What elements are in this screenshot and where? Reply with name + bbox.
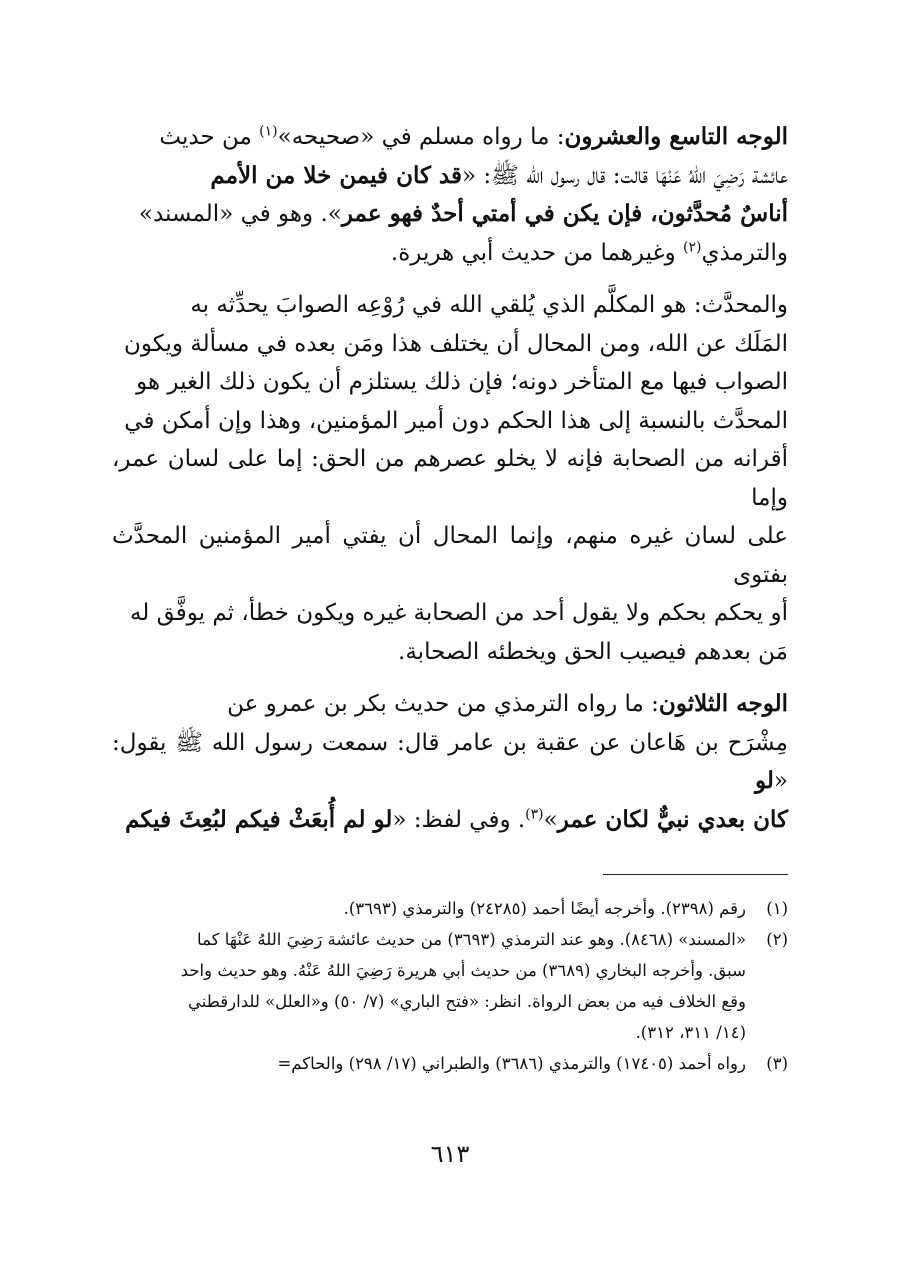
hadith-quote: لو [755, 767, 774, 794]
footnote-separator [603, 874, 788, 875]
hadith-quote: قد كان فيمن خلا من الأمم [210, 161, 462, 189]
text-line: أو يحكم بحكم ولا يقول أحد من الصحابة غيره ويكون خطأ، ثم يوفَّق له [129, 600, 788, 626]
footnote-text [112, 893, 746, 924]
text-line: عائشة رَضِيَ اللهُ عَنْهَا قالت: قال رسول الله ﷺ: «قد كان فيمن خلا من الأمم [210, 161, 788, 189]
page-number: ٦١٣ [430, 1140, 470, 1168]
footnote-ref-3[interactable]: (٣) [525, 805, 544, 822]
paragraph-29 [112, 118, 788, 272]
footnote-3 [112, 1048, 788, 1079]
footnote-line: سبق. وأخرجه البخاري (٣٦٨٩) من حديث أبي هريرة رَضِيَ اللهُ عَنْهُ. وهو حديث واحد [180, 961, 746, 980]
page-content [112, 118, 788, 1073]
footnotes [112, 893, 788, 1079]
footnote-2 [112, 924, 788, 1048]
footnote-line: رواه أحمد (١٧٤٠٥) والترمذي (٣٦٨٦) والطبراني (١٧/ ٢٩٨) والحاكم= [277, 1054, 746, 1073]
footnote-line: رقم (٢٣٩٨). وأخرجه أيضًا أحمد (٢٤٢٨٥) والترمذي (٣٦٩٣). [343, 899, 746, 918]
paragraph-muhaddath [112, 286, 788, 671]
text-line: الوجه الثلاثون: ما رواه الترمذي من حديث بكر بن عمرو عن [227, 690, 788, 717]
hadith-quote: لو لم أُبعَثْ فيكم لبُعِثَ فيكم [125, 805, 393, 833]
footnote-text [112, 1048, 746, 1079]
text-line: المَلَك عن الله، ومن المحال أن يختلف هذا ومَن بعده في مسألة ويكون [124, 330, 788, 357]
paragraph-30 [112, 685, 788, 839]
section-heading: الوجه الثلاثون [658, 690, 788, 717]
text-line: والترمذي$^{(٢)}$ وغيرهما من حديث أبي هريرة. [390, 238, 788, 266]
hadith-quote: كان بعدي نبيٌّ لكان عمر [557, 805, 788, 833]
text-line: المحدَّث بالنسبة إلى هذا الحكم دون أمير المؤمنين، وهذا وإن أمكن في [124, 407, 788, 434]
section-heading: الوجه التاسع والعشرون [564, 123, 788, 150]
hadith-quote: أناسٌ مُحدَّثون، فإن يكن في أمتي أحدٌ فهو عمر [341, 200, 788, 227]
footnote-number: (٢) [766, 930, 788, 949]
text-line: أناسٌ مُحدَّثون، فإن يكن في أمتي أحدٌ فهو عمر». وهو في «المسند» [138, 200, 788, 227]
footnote-line: «المسند» (٨٤٦٨). وهو عند الترمذي (٣٦٩٣) من حديث عائشة رَضِيَ اللهُ عَنْهَا كما [197, 930, 746, 949]
main-text [112, 118, 788, 839]
text-line: أقرانه من الصحابة فإنه لا يخلو عصرهم من الحق: إما على لسان عمر، وإما [112, 446, 788, 511]
text-line: كان بعدي نبيٌّ لكان عمر»$^{(٣)}$. وفي لفظ: «لو لم أُبعَثْ فيكم لبُعِثَ فيكم [125, 805, 788, 833]
text-line: مَن بعدهم فيصيب الحق ويخطئه الصحابة. [398, 638, 788, 665]
footnote-number: (٣) [766, 1054, 788, 1073]
text-line: والمحدَّث: هو المكلَّم الذي يُلقي الله في رُوْعِه الصوابَ يحدِّثه به [190, 292, 788, 318]
footnote-ref-2[interactable]: (٢) [683, 238, 702, 255]
footnote-line: وقع الخلاف فيه من بعض الرواة. انظر: «فتح الباري» (٧/ ٥٠) و«العلل» للدارقطني [187, 992, 746, 1011]
text-line: الصواب فيها مع المتأخر دونه؛ فإن ذلك يستلزم أن يكون ذلك الغير هو [136, 369, 788, 395]
text-line: على لسان غيره منهم، وإنما المحال أن يفتي أمير المؤمنين المحدَّث بفتوى [112, 523, 788, 588]
footnote-number: (١) [766, 899, 788, 918]
footnote-1 [112, 893, 788, 924]
text-line: مِشْرَح بن هَاعان عن عقبة بن عامر قال: سمعت رسول الله ﷺ يقول: «لو [112, 729, 788, 794]
footnote-text [112, 924, 746, 1048]
text-line: الوجه التاسع والعشرون: ما رواه مسلم في «صحيحه»$^{(١)}$ من حديث [159, 123, 788, 150]
footnote-line: (١٤/ ٣١١، ٣١٢). [635, 1023, 746, 1042]
footnote-ref-1[interactable]: (١) [259, 123, 278, 140]
